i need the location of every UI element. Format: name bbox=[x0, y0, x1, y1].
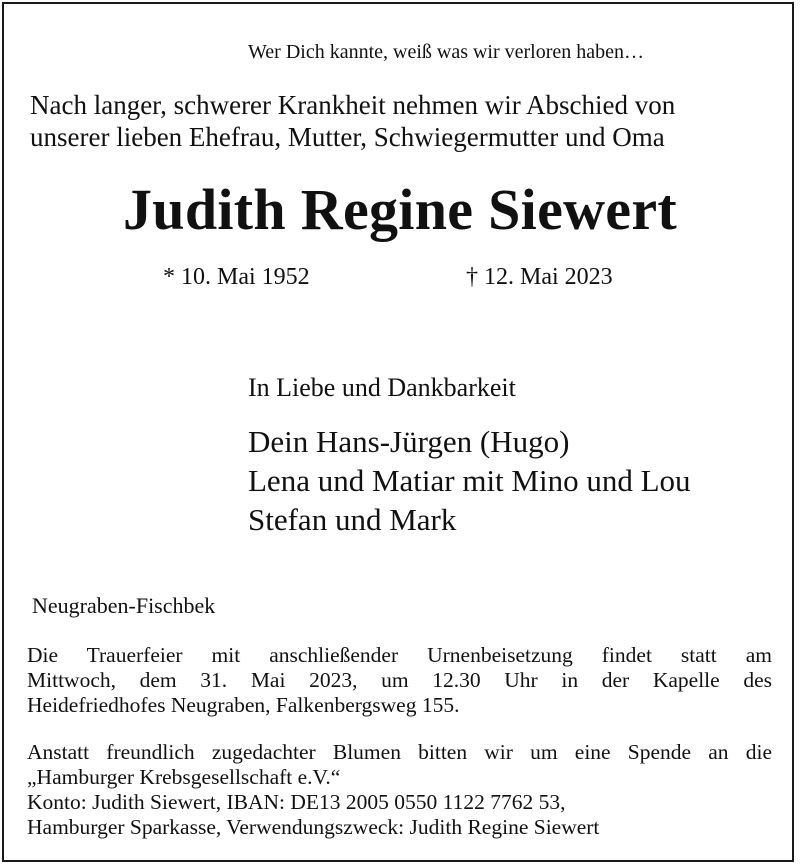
donation-line-2: „Hamburger Krebsgesellschaft e.V.“ bbox=[27, 765, 341, 789]
donation-line-1: Anstatt freundlich zugedachter Blumen bitten wir um eine Spende an die bbox=[27, 740, 772, 764]
donation-paragraph bbox=[27, 740, 772, 840]
donation-line-3: Konto: Judith Siewert, IBAN: DE13 2005 0550 1122 7762 53, bbox=[27, 790, 566, 814]
mourner-line-3: Stefan und Mark bbox=[248, 502, 457, 537]
donation-line-4: Hamburger Sparkasse, Verwendungszweck: Judith Regine Siewert bbox=[27, 815, 600, 839]
service-line-2: Mittwoch, dem 31. Mai 2023, um 12.30 Uhr in der Kapelle des bbox=[27, 668, 772, 692]
mourner-line-1: Dein Hans-Jürgen (Hugo) bbox=[248, 424, 570, 459]
intro-line-1: Nach langer, schwerer Krankheit nehmen wir Abschied von bbox=[30, 90, 676, 120]
intro-line-2: unserer lieben Ehefrau, Mutter, Schwiegermutter und Oma bbox=[30, 122, 665, 152]
death-date: † 12. Mai 2023 bbox=[466, 264, 613, 290]
place-name: Neugraben-Fischbek bbox=[32, 593, 216, 618]
birth-date: * 10. Mai 1952 bbox=[163, 264, 310, 290]
service-line-1: Die Trauerfeier mit anschließender Urnenbeisetzung findet statt am bbox=[27, 643, 772, 667]
motto: Wer Dich kannte, weiß was wir verloren haben… bbox=[248, 41, 645, 63]
service-paragraph bbox=[27, 643, 772, 718]
service-line-3: Heidefriedhofes Neugraben, Falkenbergsweg 155. bbox=[27, 693, 460, 717]
deceased-name: Judith Regine Siewert bbox=[122, 177, 678, 242]
closing-phrase: In Liebe und Dankbarkeit bbox=[248, 373, 516, 402]
mourner-line-2: Lena und Matiar mit Mino und Lou bbox=[248, 463, 691, 498]
